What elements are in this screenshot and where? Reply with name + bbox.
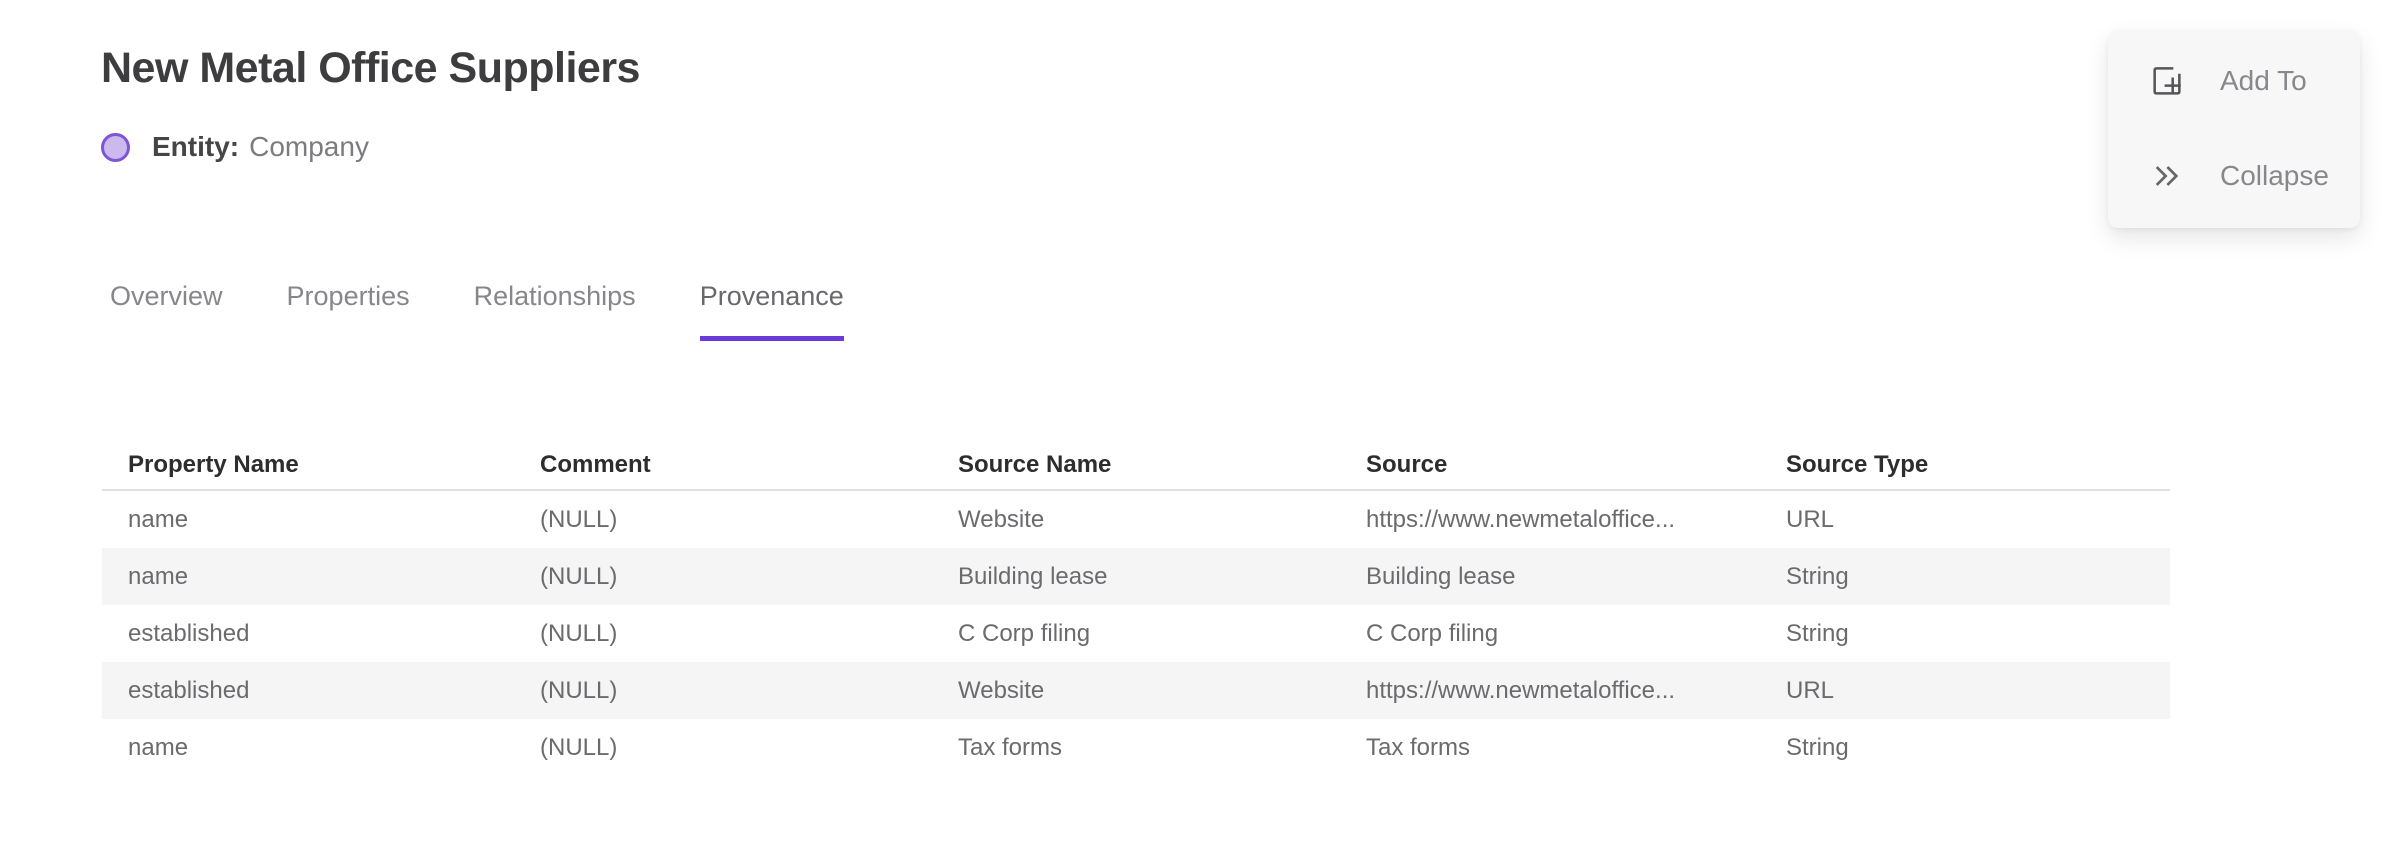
cell-source: C Corp filing (1366, 619, 1499, 647)
provenance-table (102, 441, 2170, 776)
column-header-property-name: Property Name (128, 451, 299, 478)
column-header-source-type: Source Type (1786, 451, 1929, 478)
tab-provenance[interactable]: Provenance (700, 281, 844, 341)
cell-comment: (NULL) (540, 733, 618, 761)
action-panel (2108, 30, 2360, 228)
column-header-comment: Comment (540, 451, 651, 478)
cell-source: Building lease (1366, 562, 1516, 590)
cell-source-name: C Corp filing (958, 619, 1091, 647)
double-chevron-right-icon (2148, 162, 2186, 190)
tab-overview[interactable]: Overview (110, 281, 223, 311)
cell-source: https://www.newmetaloffice... (1366, 505, 1676, 533)
cell-source-type: String (1786, 562, 1849, 590)
tab-relationships[interactable]: Relationships (473, 281, 636, 311)
cell-comment: (NULL) (540, 562, 618, 590)
cell-property-name: name (128, 733, 189, 761)
entity-row (101, 131, 369, 163)
cell-source-type: URL (1786, 505, 1835, 533)
add-to-collection-icon (2148, 62, 2186, 100)
add-to-button[interactable] (2148, 62, 2360, 100)
table-row[interactable] (102, 491, 2170, 548)
cell-property-name: name (128, 562, 189, 590)
cell-source-type: String (1786, 619, 1849, 647)
table-body (102, 491, 2170, 776)
collapse-label: Collapse (2220, 160, 2329, 191)
cell-property-name: name (128, 505, 189, 533)
cell-source-name: Website (958, 676, 1045, 704)
cell-source-type: String (1786, 733, 1849, 761)
add-to-label: Add To (2220, 65, 2307, 96)
entity-type-icon (101, 133, 130, 162)
entity-type-value: Company (249, 131, 369, 162)
tab-bar (110, 281, 908, 341)
page-title: New Metal Office Suppliers (101, 44, 640, 92)
cell-source-name: Building lease (958, 562, 1108, 590)
table-row[interactable] (102, 605, 2170, 662)
cell-property-name: established (128, 619, 250, 647)
tab-properties[interactable]: Properties (286, 281, 410, 311)
cell-source-type: URL (1786, 676, 1835, 704)
table-header-row (102, 441, 2170, 491)
collapse-button[interactable] (2148, 160, 2360, 192)
entity-label: Entity: (152, 131, 240, 162)
column-header-source: Source (1366, 451, 1448, 478)
cell-source-name: Tax forms (958, 733, 1063, 761)
cell-source: https://www.newmetaloffice... (1366, 676, 1676, 704)
column-header-source-name: Source Name (958, 451, 1112, 478)
table-row[interactable] (102, 662, 2170, 719)
cell-comment: (NULL) (540, 505, 618, 533)
table-row[interactable] (102, 548, 2170, 605)
cell-property-name: established (128, 676, 250, 704)
table-row[interactable] (102, 719, 2170, 776)
cell-source-name: Website (958, 505, 1045, 533)
cell-source: Tax forms (1366, 733, 1471, 761)
cell-comment: (NULL) (540, 619, 618, 647)
cell-comment: (NULL) (540, 676, 618, 704)
